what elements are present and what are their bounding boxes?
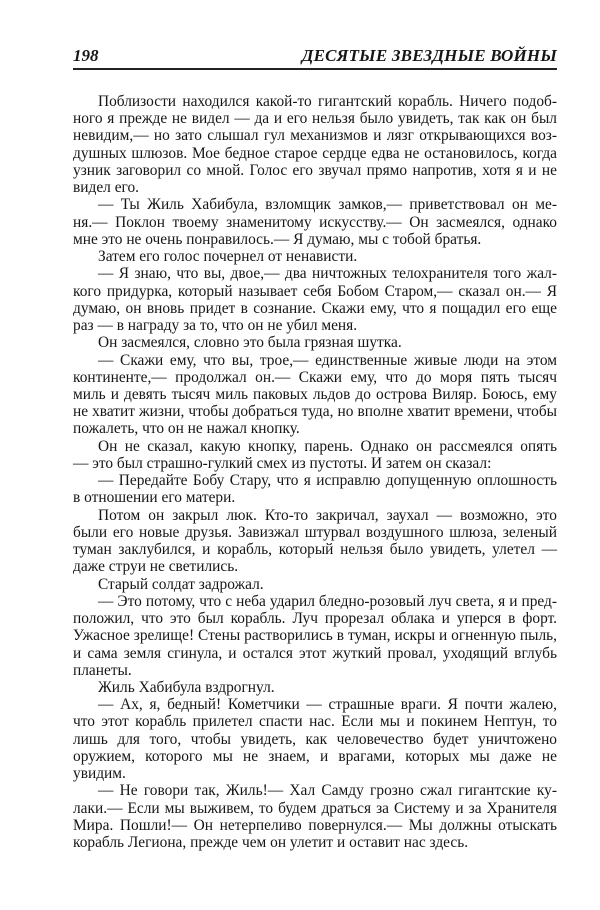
text-line: думаю, он вновь придет в сознание. Скажи ему, что я пощадил его еще [73, 299, 557, 317]
text-line: узник заговорил со мной. Голос его звучал прямо напротив, хотя я и не [73, 161, 557, 179]
text-line: и сама земля сгинула, и остался этот жуткий провал, уходящий вглубь [73, 644, 557, 662]
paragraph [73, 196, 557, 248]
paragraph [73, 248, 557, 265]
text-line: туман заклубился, и корабль, который нельзя было увидеть, улетел — [73, 541, 557, 559]
text-line: Мира. Пошли!— Он нетерпеливо повернулся.— Мы должны отыскать [73, 816, 557, 834]
paragraph [73, 265, 557, 334]
text-line: были его новые друзья. Завизжал штурвал воздушного шлюза, зеленый [73, 523, 557, 541]
text-line: Затем его голос почернел от ненависти. [98, 248, 358, 266]
text-line: — Ты Жиль Хабибула, взломщик замков,— приветствовал он ме- [98, 196, 557, 214]
paragraph [73, 507, 557, 576]
text-line: — Не говори так, Жиль!— Хал Самду грозно сжал гигантские ку- [98, 782, 557, 800]
page-number: 198 [73, 46, 99, 65]
text-line: — Это потому, что с неба ударил бледно-розовый луч света, я и пред- [98, 592, 557, 610]
text-line: невидим,— но зато слышал гул механизмов и лязг открывающихся воз- [73, 127, 557, 145]
text-line: континенте,— продолжал он.— Скажи ему, что до моря пять тысяч [73, 368, 557, 386]
text-line: — Передайте Бобу Стару, что я исправлю допущенную оплошность [98, 472, 557, 490]
text-line: не хватит жизни, чтобы добраться туда, но вполне хватит времени, чтобы [73, 403, 557, 421]
text-line: Он засмеялся, словно это была грязная шутка. [98, 334, 402, 352]
text-line: — Ах, я, бедный! Кометчики — страшные враги. Я почти жалею, [98, 696, 557, 714]
text-line: ного я прежде не видел — да и его нельзя было увидеть, так как он был [73, 110, 557, 128]
text-line: в отношении его матери. [73, 489, 236, 507]
text-line: положил, что это был корабль. Луч прорезал облака и уперся в форт. [73, 610, 557, 628]
text-line: душных шлюзов. Мое бедное старое сердце едва не остановилось, когда [73, 144, 557, 162]
text-line: пожалеть, что он не нажал кнопку. [73, 420, 300, 438]
text-line: миль и девять тысяч миль паковых льдов до острова Виляр. Боюсь, ему [73, 385, 557, 403]
text-line: ня.— Поклон твоему знаменитому искусству.— Он засмеялся, однако [73, 213, 557, 231]
text-line: Жиль Хабибула вздрогнул. [98, 678, 275, 696]
paragraph [73, 93, 557, 196]
paragraph [73, 696, 557, 782]
paragraph [73, 334, 557, 351]
paragraph [73, 438, 557, 472]
text-line: Он не сказал, какую кнопку, парень. Однако он рассмеялся опять [98, 437, 557, 455]
text-line: Поблизости находился какой-то гигантский корабль. Ничего подоб- [98, 93, 557, 110]
text-line: Старый солдат задрожал. [98, 575, 264, 593]
text-line: оружием, которого мы не знаем, и врагами, которых мы даже не [73, 747, 557, 765]
text-line: даже струи не светились. [73, 558, 239, 576]
text-line: увидим. [73, 765, 126, 783]
text-line: — это был страшно-гулкий смех из пустоты. И затем он сказал: [73, 454, 492, 472]
text-line: кого придурка, который называет себя Бобом Старом,— сказал он.— Я [73, 282, 557, 300]
text-line: что этот корабль прилетел спасти нас. Если мы и покинем Нептун, то [73, 713, 557, 731]
paragraph [73, 782, 557, 851]
paragraph [73, 352, 557, 438]
paragraph [73, 679, 557, 696]
text-line: планеты. [73, 661, 132, 679]
text-line: раз — в награду за то, что он не убил меня. [73, 317, 358, 335]
text-line: Потом он закрыл люк. Кто-то закричал, заухал — возможно, это [98, 506, 557, 524]
text-line: видел его. [73, 179, 139, 197]
text-line: Ужасное зрелище! Стены растворились в туман, искры и огненную пыль, [73, 627, 557, 645]
paragraph [73, 593, 557, 679]
text-line: мне это не очень понравилось.— Я думаю, мы с тобой братья. [73, 230, 482, 248]
text-line: корабль Легиона, прежде чем он улетит и оставит нас здесь. [73, 834, 469, 852]
page-body-text [73, 93, 557, 851]
running-header [73, 46, 557, 70]
text-line: лишь для того, чтобы увидеть, как человечество будет уничтожено [73, 730, 557, 748]
paragraph [73, 576, 557, 593]
paragraph [73, 472, 557, 506]
text-line: — Я знаю, что вы, двое,— два ничтожных телохранителя того жал- [98, 265, 557, 283]
running-title: ДЕСЯТЫЕ ЗВЕЗДНЫЕ ВОЙНЫ [301, 46, 557, 65]
text-line: — Скажи ему, что вы, трое,— единственные живые люди на этом [98, 351, 557, 369]
text-line: лаки.— Если мы выживем, то будем драться за Систему и за Хранителя [73, 799, 557, 817]
